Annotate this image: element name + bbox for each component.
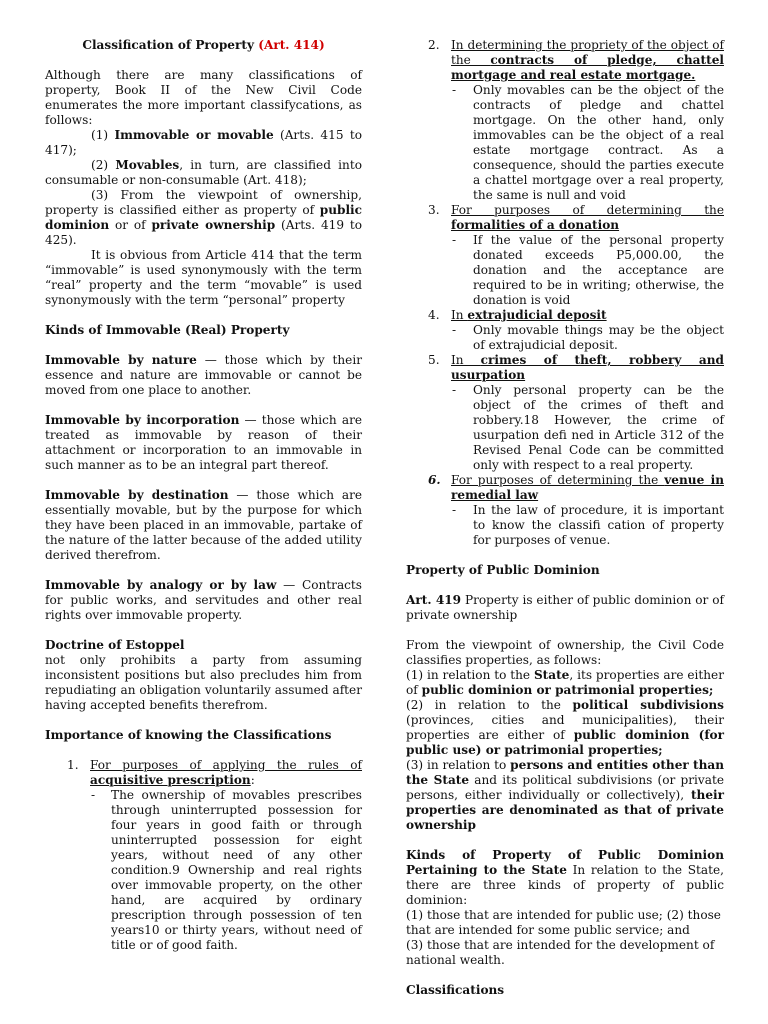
art-419-label: Art. 419 <box>406 593 462 607</box>
v3-a: (3) in relation to <box>406 758 511 772</box>
list-number-2: 2. <box>428 38 440 52</box>
v1-d: public dominion or patrimonial properties; <box>421 683 714 697</box>
viewpoint-paragraph: From the viewpoint of ownership, the Civil Code classifies properties, as follows: <box>406 638 724 667</box>
nature-term: Immovable by nature <box>45 353 197 367</box>
v1-a: (1) in relation to the <box>406 668 534 682</box>
art-419-paragraph <box>406 593 724 623</box>
analogy-def: — Contracts for public works, and servitudes and other real rights over immovable property. <box>45 578 362 622</box>
left-column <box>45 38 362 953</box>
kinds-heading <box>45 323 362 338</box>
classification-3 <box>45 188 362 248</box>
importance-heading <box>45 728 362 743</box>
viewpoint-1 <box>406 668 724 698</box>
classification-2 <box>45 158 362 188</box>
kinds-state-text: In relation to the State, there are three kinds of property of public dominion: <box>406 863 724 907</box>
c1-prefix: (1) <box>91 128 115 142</box>
kinds-state-term: Kinds of Property of Public Dominion Pertaining to the State <box>406 848 724 877</box>
item4-sub-text: Only movable things may be the object of extrajudicial deposit. <box>473 323 724 352</box>
c2-prefix: (2) <box>91 158 116 172</box>
item3-term: formalities of a donation <box>451 218 620 232</box>
immovable-by-destination <box>45 488 362 563</box>
dash-bullet: - <box>452 323 457 337</box>
c3-prefix: (3) From the viewpoint of ownership, property is classified either as property of <box>45 188 362 217</box>
item1-sub-text: The ownership of movables prescribes through uninterrupted possession for four years in good faith or through uninterrupted possession for eight years, without need of any other condition.9 Ownership and real rights over immovable property, on the other hand, are acquired by ordinary prescription through possession of ten years10 or thirty years, without need of title or of good faith. <box>111 788 362 952</box>
dest-def: — those which are essentially movable, but by the purpose for which they have been placed in an immovable, partake of the nature of the latter because of the added utility derived therefrom. <box>45 488 363 562</box>
v3-d: their properties are denominated as that of private ownership <box>406 788 724 832</box>
page-title <box>45 38 362 53</box>
v2-d: public dominion (for public use) or patrimonial properties; <box>406 728 724 757</box>
item4-term: extrajudicial deposit <box>467 308 607 322</box>
v2-c: (provinces, cities and municipalities), their properties are either of <box>406 713 724 742</box>
item6-sub-text: In the law of procedure, it is important to know the classifi cation of property for purposes of venue. <box>473 503 724 547</box>
list-number-3: 3. <box>428 203 440 217</box>
item5-text: In <box>451 353 481 367</box>
list-item-4-sub <box>406 323 724 353</box>
incorp-def: — those which are treated as immovable by reason of their attachment or incorporation to an immovable in such manner as to be an integral part thereof. <box>45 413 363 472</box>
intro-paragraph: Although there are many classifications of property, Book II of the New Civil Code enumerates the more important classifycations, as follows: <box>45 68 362 127</box>
list-item-5-sub <box>406 383 724 473</box>
item6-term: venue in remedial law <box>451 473 724 502</box>
list-item-2-sub <box>406 83 724 203</box>
right-column <box>406 38 724 998</box>
public-heading-text: Property of Public Dominion <box>406 563 600 577</box>
item3-text: For purposes of determining the <box>451 203 724 217</box>
list-number-1: 1. <box>67 758 79 772</box>
v3-b: persons and entities other than the State <box>406 758 725 787</box>
immovable-by-incorporation <box>45 413 362 473</box>
nature-def: — those which by their essence and nature are immovable or cannot be moved from one place to another. <box>45 353 362 397</box>
list-item-6-sub <box>406 503 724 548</box>
item2-term: contracts of pledge, chattel mortgage and real estate mortgage. <box>451 53 724 82</box>
importance-heading-text: Importance of knowing the Classifications <box>45 728 332 742</box>
list-item-5 <box>406 353 724 383</box>
viewpoint-3 <box>406 758 724 833</box>
estoppel-heading-text: Doctrine of Estoppel <box>45 638 185 652</box>
c3-mid: or of <box>109 218 152 232</box>
list-number-5: 5. <box>428 353 440 367</box>
classification-1 <box>45 128 362 158</box>
art-419-text: Property is either of public dominion or of private ownership <box>406 593 724 622</box>
item1-colon: : <box>250 773 255 787</box>
kinds-heading-text: Kinds of Immovable (Real) Property <box>45 323 290 337</box>
dash-bullet: - <box>91 788 96 802</box>
c1-term: Immovable or movable <box>114 128 274 142</box>
estoppel-paragraph: not only prohibits a party from assuming inconsistent positions but also precludes him from repudiating an obligation voluntarily assumed after having accepted benefits therefrom. <box>45 653 362 712</box>
list-item-3 <box>406 203 724 233</box>
classifications-heading-text: Classifications <box>406 983 505 997</box>
c2-term: Movables <box>115 158 180 172</box>
item2-sub-text: Only movables can be the object of the contracts of pledge and chattel mortgage. On the other hand, only immovables can be the object of a real estate mortgage contract. As a consequence, should the parties execute a chattel mortgage over a real property, the same is null and void <box>473 83 724 202</box>
v2-a: (2) in relation to the <box>406 698 573 712</box>
title-article-ref: (Art. 414) <box>258 38 325 52</box>
c2-suffix: , in turn, are classified into consumable or non-consumable (Art. 418); <box>45 158 362 187</box>
estoppel-heading <box>45 638 362 653</box>
list-item-2 <box>406 38 724 83</box>
v3-c: and its political subdivisions (or private persons, either individually or collectively), <box>406 773 724 802</box>
analogy-term: Immovable by analogy or by law <box>45 578 277 592</box>
classifications-heading <box>406 983 724 998</box>
dash-bullet: - <box>452 383 457 397</box>
viewpoint-2 <box>406 698 724 758</box>
item5-term: crimes of theft, robbery and usurpation <box>451 353 725 382</box>
public-dominion-heading <box>406 563 724 578</box>
item2-text: In determining the propriety of the object of the <box>451 38 724 67</box>
list-item-4 <box>406 308 724 323</box>
item4-text: In <box>451 308 468 322</box>
item1-term: acquisitive prescription <box>90 773 251 787</box>
item6-text: For purposes of determining the <box>451 473 665 487</box>
c3-term-public: public dominion <box>45 203 362 232</box>
list-item-1 <box>45 758 362 788</box>
v1-b: State <box>533 668 570 682</box>
c3-suffix: (Arts. 419 to 425). <box>45 218 363 247</box>
dash-bullet: - <box>452 83 457 97</box>
dash-bullet: - <box>452 503 457 517</box>
immovable-by-analogy <box>45 578 362 623</box>
c3-term-private: private ownership <box>151 218 276 232</box>
immovable-by-nature <box>45 353 362 398</box>
list-item-6 <box>406 473 724 503</box>
obvious-paragraph: It is obvious from Article 414 that the term “immovable” is used synonymously with the term “real” property and the term “movable” is used synonymously with the term “personal” property <box>45 248 362 307</box>
v2-b: political subdivisions <box>572 698 724 712</box>
kinds-3: (3) those that are intended for the development of national wealth. <box>406 938 715 967</box>
item5-sub-text: Only personal property can be the object of the crimes of theft and robbery.18 However, the crime of usurpation defi ned in Article 312 of the Revised Penal Code can be committed only with respect to a real property. <box>473 383 724 472</box>
item1-text: For purposes of applying the rules of <box>90 758 362 772</box>
list-number-6: 6. <box>428 473 441 487</box>
item3-sub-text: If the value of the personal property donated exceeds P5,000.00, the donation and the acceptance are required to be in writing; otherwise, the donation is void <box>473 233 724 307</box>
dash-bullet: - <box>452 233 457 247</box>
title-main: Classification of Property <box>82 38 254 52</box>
v1-c: , its properties are either of <box>406 668 724 697</box>
kinds-state-paragraph <box>406 848 724 908</box>
list-number-4: 4. <box>428 308 440 322</box>
list-item-1-sub <box>45 788 362 953</box>
kinds-1-2: (1) those that are intended for public use; (2) those that are intended for some public service; and <box>406 908 721 937</box>
dest-term: Immovable by destination <box>45 488 229 502</box>
c1-suffix: (Arts. 415 to 417); <box>45 128 362 157</box>
incorp-term: Immovable by incorporation <box>45 413 240 427</box>
list-item-3-sub <box>406 233 724 308</box>
